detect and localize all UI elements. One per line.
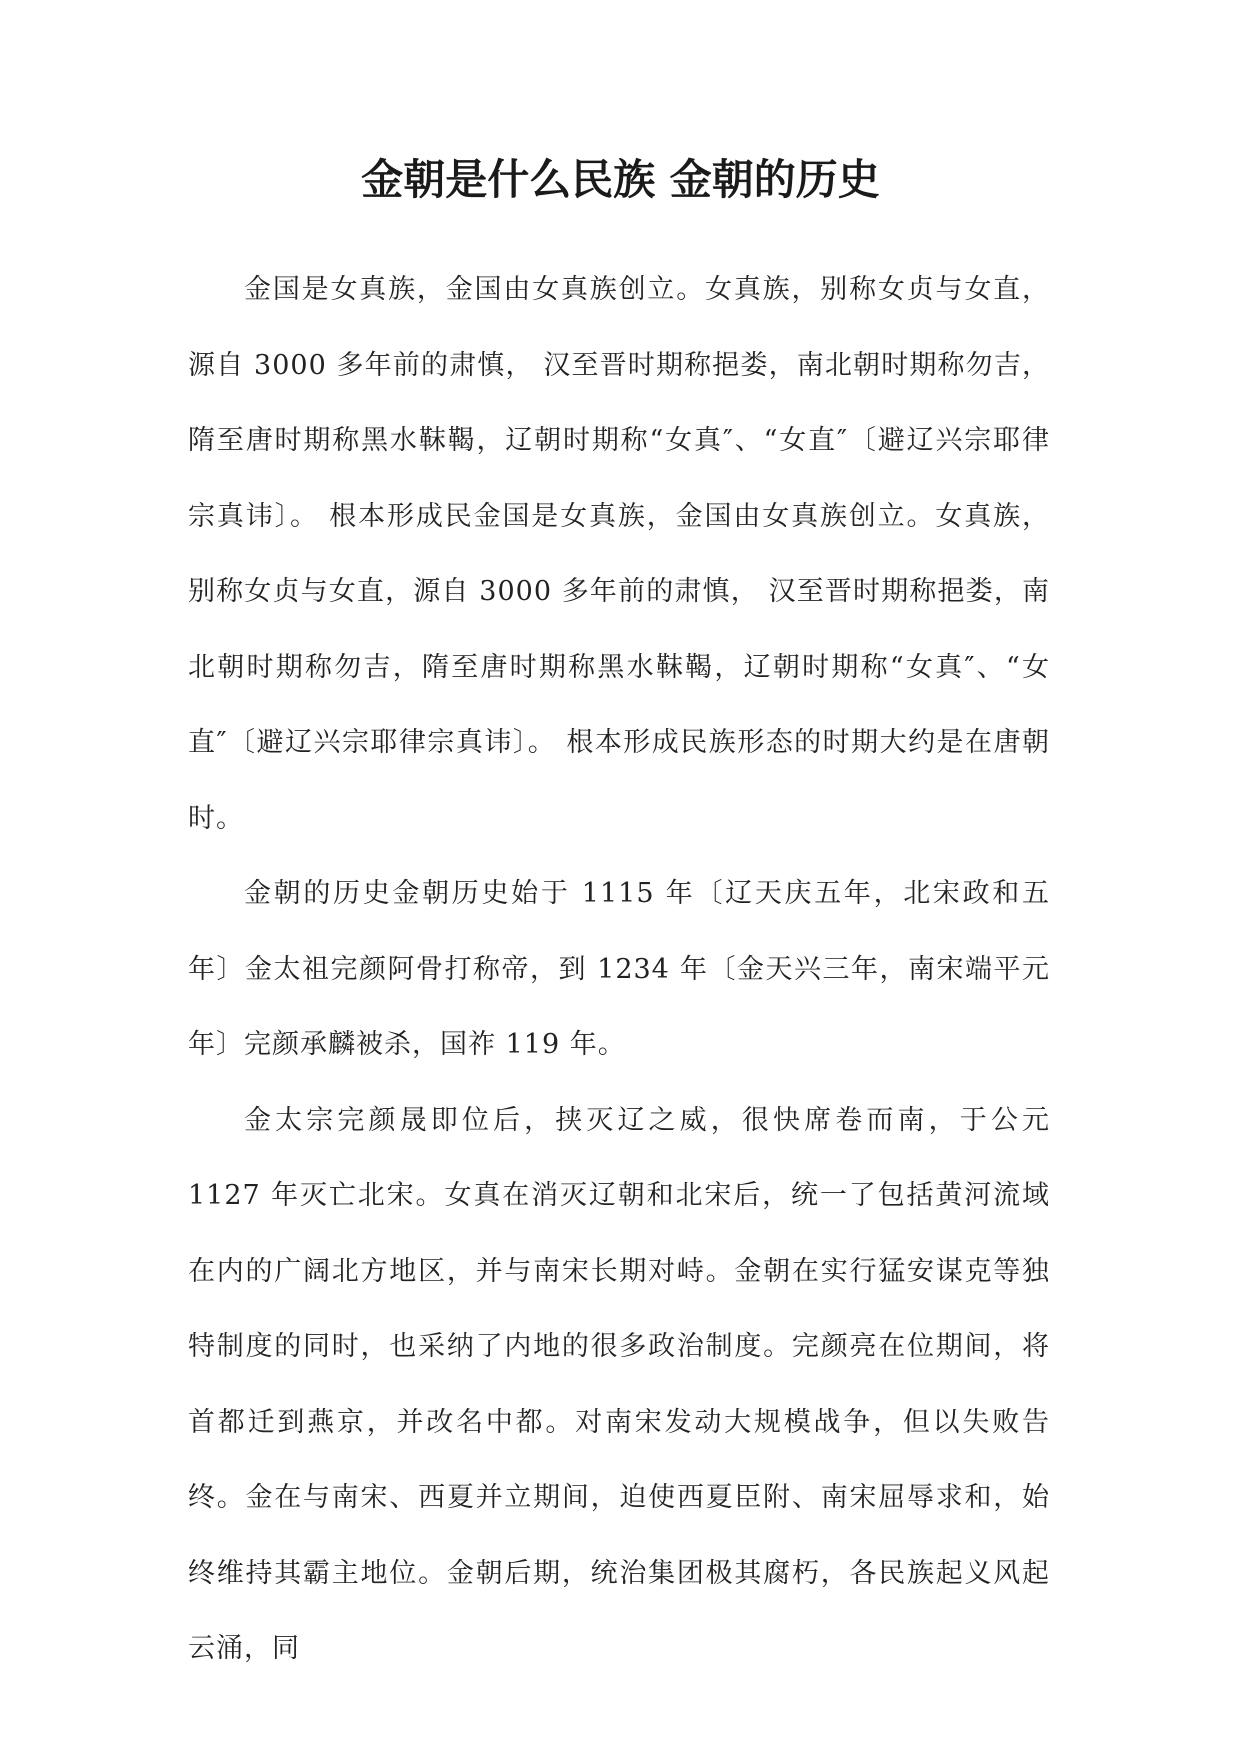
paragraph-jin-history-dates: 金朝的历史金朝历史始于 1115 年〔辽天庆五年，北宋政和五年〕金太祖完颜阿骨打称帝，到 1234 年〔金天兴三年，南宋端平元年〕完颜承麟被杀，国祚 119 年。 bbox=[188, 878, 1050, 1060]
document-body bbox=[188, 252, 1050, 1687]
document-title: 金朝是什么民族 金朝的历史 bbox=[361, 155, 880, 204]
paragraph-jurchen-origin: 金国是女真族，金国由女真族创立。女真族，别称女贞与女直，源自 3000 多年前的肃慎， 汉至晋时期称挹娄，南北朝时期称勿吉，隋至唐时期称黑水靺鞨，辽朝时期称“女真″、“女直″〔避辽兴宗耶律宗真讳〕。 根本形成民金国是女真族，金国由女真族创立。女真族，别称女贞与女直，源自 3000 多年前的肃慎， 汉至晋时期称挹娄，南北朝时期称勿吉，隋至唐时期称黑水靺鞨，辽朝时期称“女真″、“女直″〔避辽兴宗耶律宗真讳〕。 根本形成民族形态的时期大约是在唐朝时。 bbox=[188, 274, 1050, 834]
paragraph-jin-expansion: 金太宗完颜晟即位后，挟灭辽之威，很快席卷而南，于公元 1127 年灭亡北宋。女真在消灭辽朝和北宋后，统一了包括黄河流域在内的广阔北方地区，并与南宋长期对峙。金朝在实行猛安谋克等独特制度的同时，也采纳了内地的很多政治制度。完颜亮在位期间，将首都迁到燕京，并改名中都。对南宋发动大规模战争，但以失败告终。金在与南宋、西夏并立期间，迫使西夏臣附、南宋屈辱求和，始终维持其霸主地位。金朝后期，统治集团极其腐朽，各民族起义风起云涌，同 bbox=[188, 1104, 1050, 1664]
